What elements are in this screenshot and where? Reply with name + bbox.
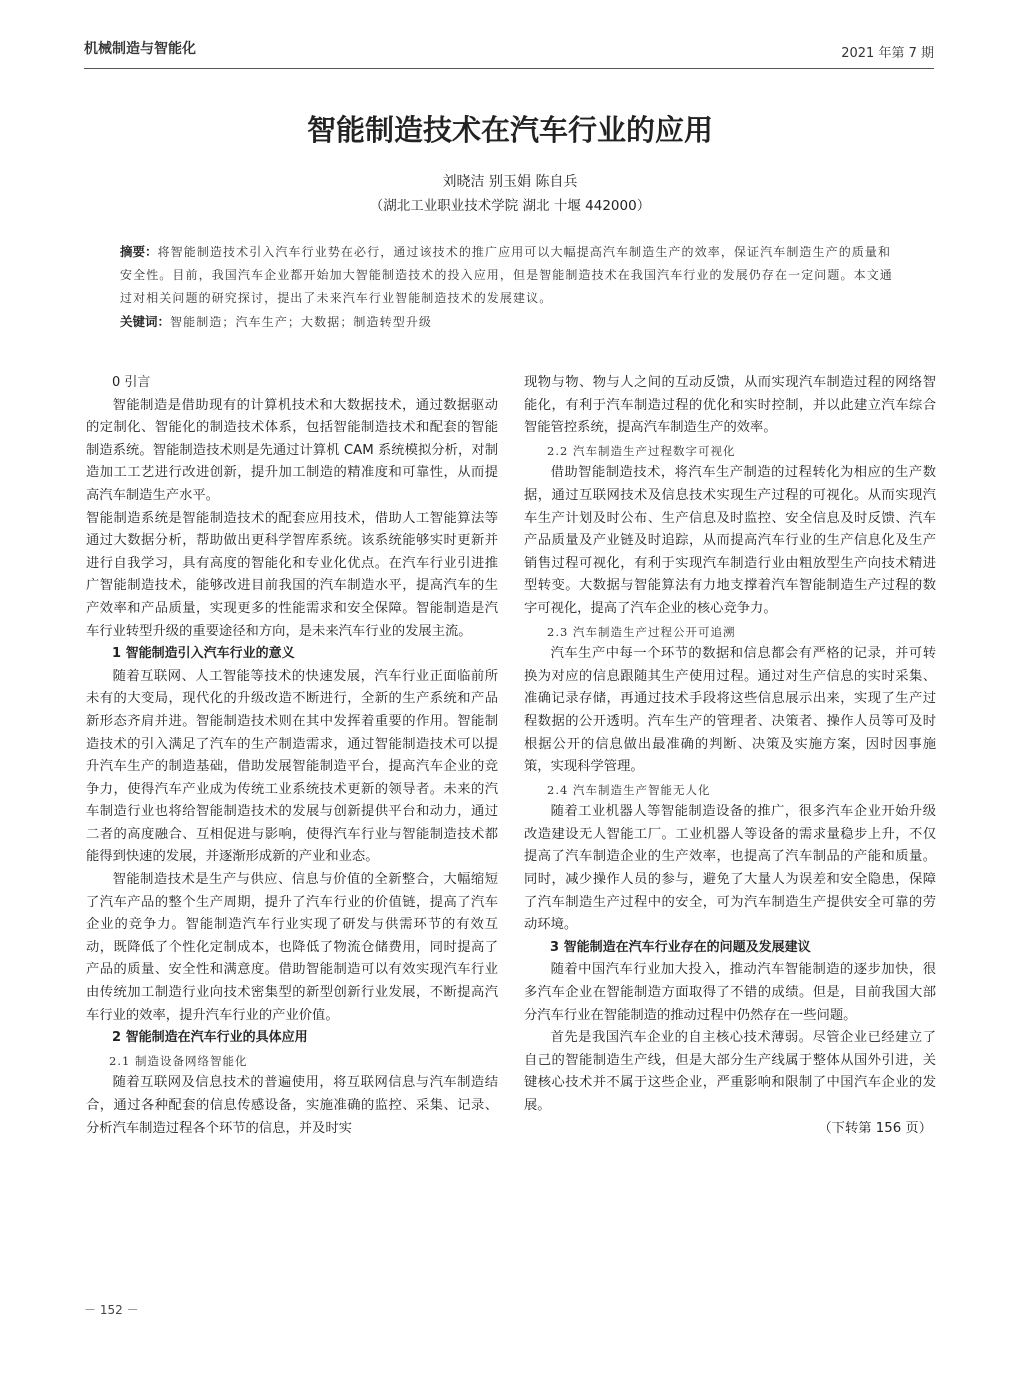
affiliation: （湖北工业职业技术学院 湖北 十堰 442000） <box>369 198 651 214</box>
section-heading: 2 智能制造在汽车行业的具体应用 <box>112 1030 308 1046</box>
paragraph: 随着互联网及信息技术的普遍使用，将互联网信息与汽车制造结合，通过各种配套的信息传感设备，实施准确的监控、采集、记录、分析汽车制造过程各个环节的信息，并及时实 <box>86 1075 498 1136</box>
article-title: 智能制造技术在汽车行业的应用 <box>306 113 713 147</box>
keywords <box>120 312 904 330</box>
paragraph: 随着中国汽车行业加大投入，推动汽车智能制造的逐步加快，很多汽车企业在智能制造方面取得了不错的成绩。但是，目前我国大部分汽车行业在智能制造的推动过程中仍然存在一些问题。 <box>524 962 936 1023</box>
section-heading: 0 引言 <box>112 375 151 390</box>
section-heading: 1 智能制造引入汽车行业的意义 <box>112 646 295 662</box>
keywords-label: 关键词： <box>120 314 171 329</box>
continued-note: （下转第 156 页） <box>818 1120 932 1136</box>
paragraph: 随着工业机器人等智能制造设备的推广，很多汽车企业开始升级改造建设无人智能工厂。工业机器人等设备的需求量稳步上升，不仅提高了汽车制造企业的生产效率，也提高了汽车制品的产能和质量。同时，减少操作人员的参与，避免了大量人为误差和安全隐患，保障了汽车制造生产过程中的安全，可为汽车制造生产提供安全可靠的劳动环境。 <box>524 804 936 933</box>
paragraph: 随着互联网、人工智能等技术的快速发展，汽车行业正面临前所未有的大变局，现代化的升级改造不断进行，全新的生产系统和产品新形态齐肩并进。智能制造技术则在其中发挥着重要的作用。智能制造技术的引入满足了汽车的生产制造需求，通过智能制造技术可以提升汽车生产的制造基础，借助发展智能制造平台，提高汽车企业的竞争力，使得汽车产业成为传统工业系统技术更新的领导者。未来的汽车制造行业也将给智能制造技术的发展与创新提供平台和动力，通过二者的高度融合、互相促进与影响，使得汽车行业与智能制造技术都能得到快速的发展，并逐渐形成新的产业和业态。 <box>86 668 498 865</box>
issue-label: 2021 年第 7 期 <box>841 46 934 61</box>
header-rule <box>84 68 934 69</box>
paragraph: 首先是我国汽车企业的自主核心技术薄弱。尽管企业已经建立了自己的智能制造生产线，但是大部分生产线属于整体从国外引进，关键核心技术并不属于这些企业，严重影响和限制了中国汽车企业的发展。 <box>524 1030 936 1113</box>
paragraph: 汽车生产中每一个环节的数据和信息都会有严格的记录，并可转换为对应的信息跟随其生产使用过程。通过对生产信息的实时采集、准确记录存储，再通过技术手段将这些信息展示出来，实现了生产过程数据的公开透明。汽车生产的管理者、决策者、操作人员等可及时根据公开的信息做出最准确的判断、决策及实施方案，因时因事施策，实现科学管理。 <box>524 646 936 775</box>
keywords-text: 智能制造；汽车生产；大数据；制造转型升级 <box>170 315 433 329</box>
paragraph: 借助智能制造技术，将汽车生产制造的过程转化为相应的生产数据，通过互联网技术及信息技术实现生产过程的可视化。从而实现汽车生产计划及时公布、生产信息及时监控、安全信息及时反馈、汽车产品质量及产业链及时追踪，从而提高汽车行业的生产信息化及生产销售过程可视化，有利于实现汽车制造行业由粗放型生产向技术精进型转变。大数据与智能算法有力地支撑着汽车智能制造生产过程的数字可视化，提高了汽车企业的核心竞争力。 <box>524 465 936 616</box>
abstract <box>120 240 904 310</box>
section-heading: 3 智能制造在汽车行业存在的问题及发展建议 <box>550 939 811 955</box>
authors: 刘晓洁 别玉娟 陈自兵 <box>442 174 578 190</box>
abstract-text: 将智能制造技术引入汽车行业势在必行，通过该技术的推广应用可以大幅提高汽车制造生产的效率，保证汽车制造生产的质量和安全性。目前，我国汽车企业都开始加大智能制造技术的投入应用，但是智能制造技术在我国汽车行业的发展仍存在一定问题。本文通过对相关问题的研究探讨，提出了未来汽车行业智能制造技术的发展建议。 <box>120 245 893 305</box>
paragraph: 智能制造是借助现有的计算机技术和大数据技术，通过数据驱动的定制化、智能化的制造技术体系，包括智能制造技术和配套的智能制造系统。智能制造技术则是先通过计算机 CAM 系统模拟分析，对制造加工工艺进行改进创新，提升加工制造的精准度和可靠性，从而提高汽车制造生产水平。 <box>86 397 498 503</box>
right-column <box>524 372 936 1140</box>
paragraph: 现物与物、物与人之间的互动反馈，从而实现汽车制造过程的网络智能化，有利于汽车制造过程的优化和实时控制，并以此建立汽车综合智能管控系统，提高汽车制造生产的效率。 <box>524 375 936 436</box>
subsection-heading: 2.3 汽车制造生产过程公开可追溯 <box>547 624 736 639</box>
abstract-label: 摘要： <box>120 244 158 259</box>
paragraph: 智能制造系统是智能制造技术的配套应用技术，借助人工智能算法等通过大数据分析，帮助做出更科学智库系统。该系统能够实时更新并进行自我学习，具有高度的智能化和专业化优点。在汽车行业引进推广智能制造技术，能够改进目前我国的汽车制造水平，提高汽车的生产效率和产品质量，实现更多的性能需求和安全保障。智能制造是汽车行业转型升级的重要途径和方向，是未来汽车行业的发展主流。 <box>86 510 498 639</box>
subsection-heading: 2.4 汽车制造生产智能无人化 <box>547 782 711 797</box>
subsection-heading: 2.2 汽车制造生产过程数字可视化 <box>547 443 736 458</box>
subsection-heading: 2.1 制造设备网络智能化 <box>109 1053 248 1068</box>
journal-name: 机械制造与智能化 <box>84 41 196 57</box>
paragraph: 智能制造技术是生产与供应、信息与价值的全新整合，大幅缩短了汽车产品的整个生产周期，提升了汽车行业的价值链，提高了汽车企业的竞争力。智能制造汽车行业实现了研发与供需环节的有效互动，既降低了个性化定制成本，也降低了物流仓储费用，同时提高了产品的质量、安全性和满意度。借助智能制造可以有效实现汽车行业由传统加工制造行业向技术密集型的新型创新行业发展，不断提高汽车行业的效率，提升汽车行业的产业价值。 <box>86 872 498 1023</box>
left-column <box>86 372 498 1140</box>
page-number: － 152 － <box>84 1303 139 1317</box>
